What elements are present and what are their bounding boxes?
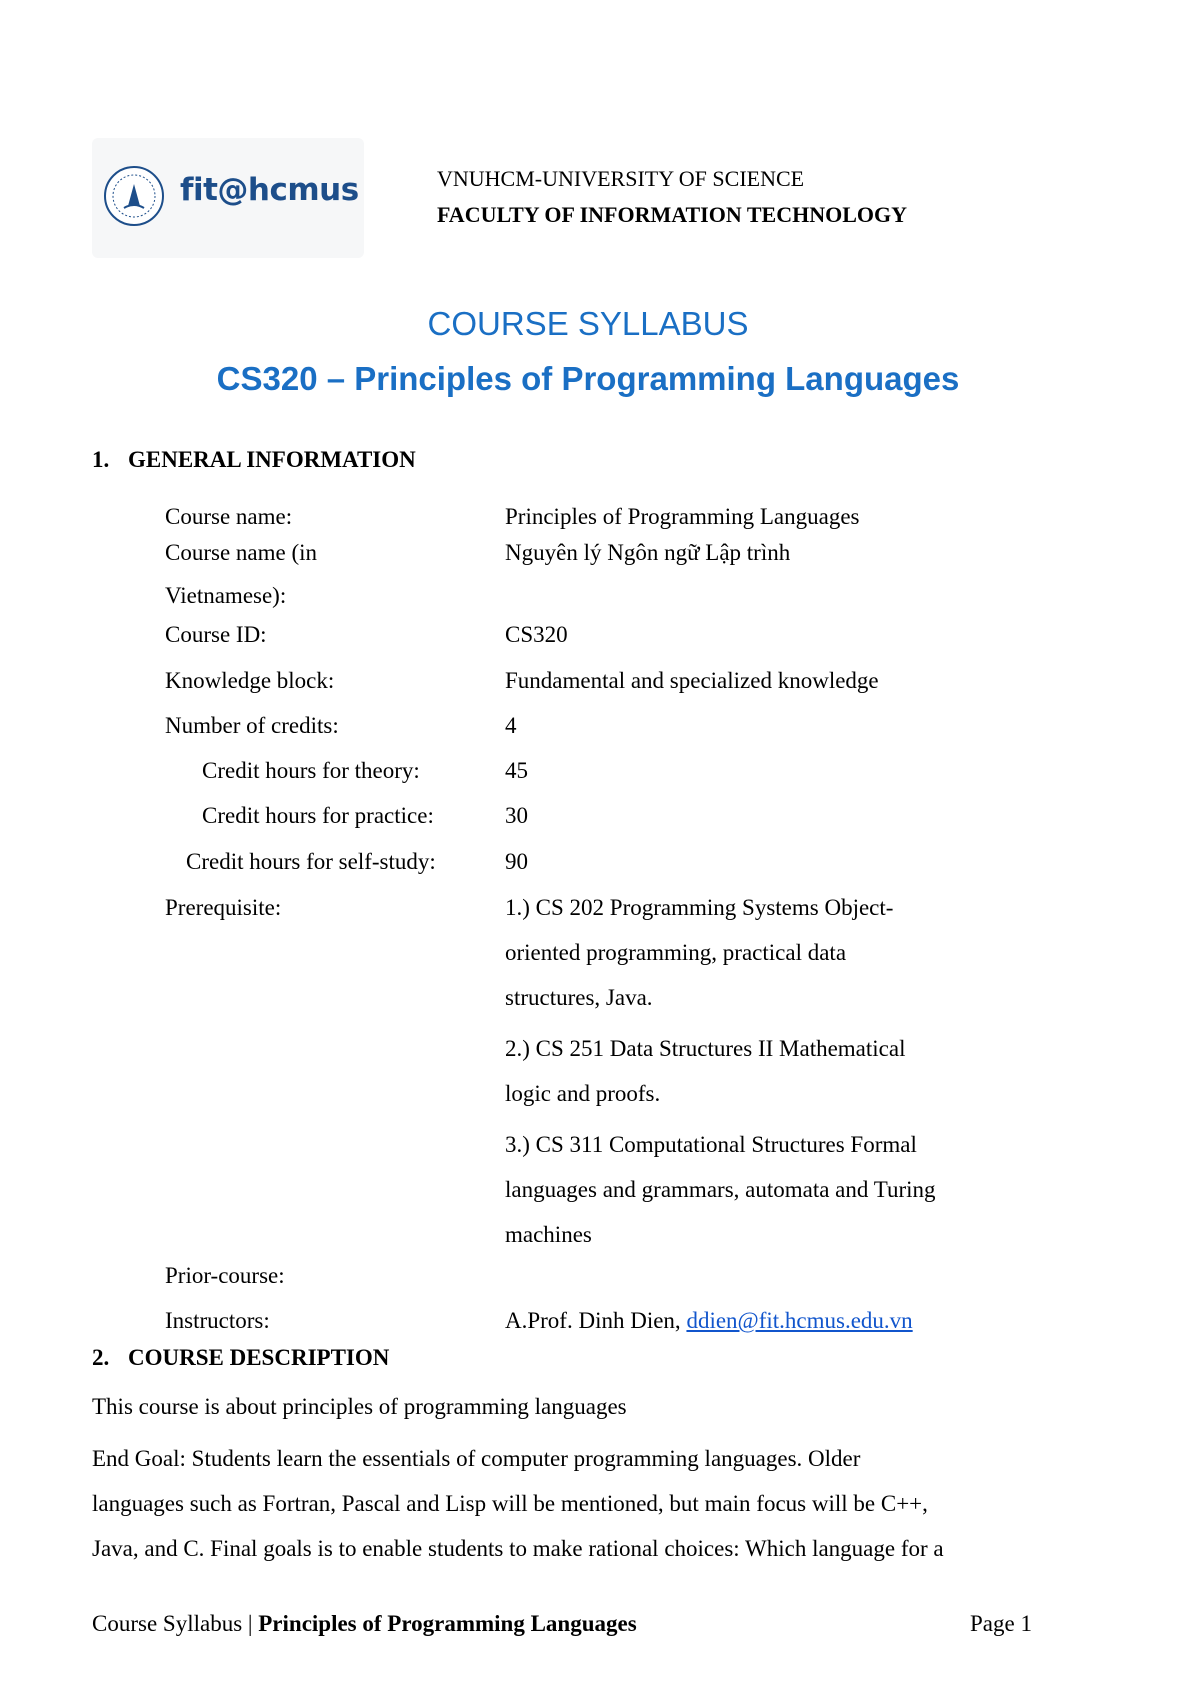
page-number: Page 1 (970, 1611, 1032, 1636)
practice-hours-label: Credit hours for practice: (202, 803, 434, 828)
university-seal-icon (104, 166, 164, 226)
section-2-heading (92, 1345, 389, 1371)
faculty-name: FACULTY OF INFORMATION TECHNOLOGY (437, 202, 907, 227)
section-1-number: 1. (92, 447, 110, 472)
university-name: VNUHCM-UNIVERSITY OF SCIENCE (437, 166, 805, 191)
prerequisite-line: machines (505, 1222, 592, 1247)
course-id-label: Course ID: (165, 622, 267, 647)
course-name-vn-label-line2: Vietnamese): (165, 583, 287, 608)
section-2-number: 2. (92, 1345, 110, 1370)
theory-hours-label: Credit hours for theory: (202, 758, 420, 783)
instructors-label: Instructors: (165, 1308, 270, 1333)
section-1-heading (92, 447, 416, 473)
selfstudy-hours-label: Credit hours for self-study: (186, 849, 436, 874)
prerequisite-label: Prerequisite: (165, 895, 282, 920)
logo-wordmark: fit@hcmus (180, 172, 359, 208)
document-subtitle: CS320 – Principles of Programming Languages (216, 360, 960, 397)
section-2-title: COURSE DESCRIPTION (128, 1345, 390, 1370)
prerequisite-line: languages and grammars, automata and Turing (505, 1177, 936, 1202)
instructors-value (505, 1308, 913, 1334)
prerequisite-line: structures, Java. (505, 985, 653, 1010)
course-description-line: languages such as Fortran, Pascal and Lisp will be mentioned, but main focus will be C++, (92, 1491, 928, 1516)
credits-value: 4 (505, 713, 517, 738)
prior-course-label: Prior-course: (165, 1263, 285, 1288)
theory-hours-value: 45 (505, 758, 528, 783)
course-name-vn-value: Nguyên lý Ngôn ngữ Lập trình (505, 540, 791, 565)
course-name-vn-label-line1: Course name (in (165, 540, 318, 565)
course-name-label: Course name: (165, 504, 293, 529)
practice-hours-value: 30 (505, 803, 528, 828)
instructor-email-link[interactable]: ddien@fit.hcmus.edu.vn (686, 1308, 913, 1333)
prerequisite-line: 2.) CS 251 Data Structures II Mathematical (505, 1036, 906, 1061)
prerequisite-line: oriented programming, practical data (505, 940, 847, 965)
selfstudy-hours-value: 90 (505, 849, 528, 874)
section-1-title: GENERAL INFORMATION (128, 447, 416, 472)
prerequisite-line: logic and proofs. (505, 1081, 661, 1106)
course-id-value: CS320 (505, 622, 568, 647)
page-footer (92, 1611, 637, 1637)
course-description-line: Java, and C. Final goals is to enable students to make rational choices: Which language for a (92, 1536, 944, 1561)
course-description-line: End Goal: Students learn the essentials of computer programming languages. Older (92, 1446, 861, 1471)
knowledge-block-value: Fundamental and specialized knowledge (505, 668, 879, 693)
prerequisite-line: 3.) CS 311 Computational Structures Formal (505, 1132, 917, 1157)
document-title: COURSE SYLLABUS (427, 305, 749, 342)
course-name-value: Principles of Programming Languages (505, 504, 860, 529)
footer-label: Course Syllabus | (92, 1611, 259, 1636)
prerequisite-line: 1.) CS 202 Programming Systems Object- (505, 895, 894, 920)
credits-label: Number of credits: (165, 713, 339, 738)
knowledge-block-label: Knowledge block: (165, 668, 335, 693)
instructor-name: A.Prof. Dinh Dien, (505, 1308, 687, 1333)
course-description-intro: This course is about principles of programming languages (92, 1394, 627, 1419)
footer-course-title: Principles of Programming Languages (258, 1611, 637, 1636)
